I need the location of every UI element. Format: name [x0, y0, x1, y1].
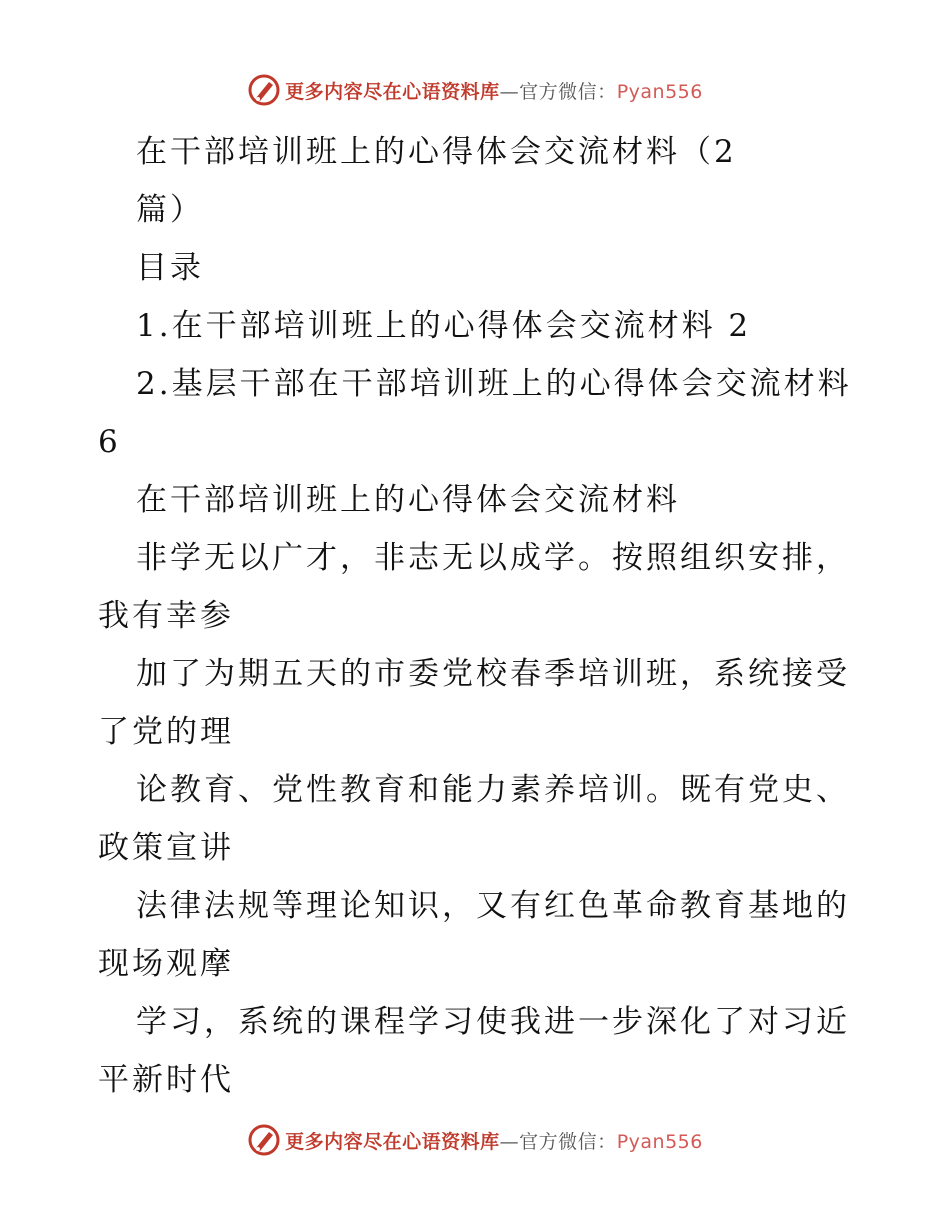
watermark-text: 更多内容尽在心语资料库—官方微信：Pyan556	[285, 80, 703, 103]
header-watermark-banner	[0, 70, 950, 110]
toc-item-2: 2.基层干部在干部培训班上的心得体会交流材料	[136, 366, 852, 402]
pen-circle-logo-icon	[247, 73, 281, 107]
doc-title-line-2: 篇）	[136, 192, 204, 228]
paragraph-line: 学习，系统的课程学习使我进一步深化了对习近	[136, 1004, 850, 1040]
pen-circle-logo-icon	[247, 1123, 281, 1157]
footer-watermark-banner	[0, 1120, 950, 1160]
toc-item-2-page: 6	[98, 424, 121, 460]
toc-item-1: 1.在干部培训班上的心得体会交流材料 2	[136, 308, 752, 344]
paragraph-line: 了党的理	[98, 714, 234, 750]
paragraph-line: 平新时代	[98, 1062, 234, 1098]
paragraph-line: 政策宣讲	[98, 830, 234, 866]
document-body	[98, 123, 858, 1109]
doc-title-line-1: 在干部培训班上的心得体会交流材料（2	[136, 134, 737, 170]
watermark-text: 更多内容尽在心语资料库—官方微信：Pyan556	[285, 1130, 703, 1153]
paragraph-line: 加了为期五天的市委党校春季培训班，系统接受	[136, 656, 850, 692]
paragraph-line: 非学无以广才，非志无以成学。按照组织安排，	[136, 540, 850, 576]
paragraph-line: 论教育、党性教育和能力素养培训。既有党史、	[136, 772, 850, 808]
paragraph-line: 法律法规等理论知识，又有红色革命教育基地的	[136, 888, 850, 924]
paragraph-line: 我有幸参	[98, 598, 234, 634]
paragraph-line: 现场观摩	[98, 946, 234, 982]
section-heading: 在干部培训班上的心得体会交流材料	[136, 482, 680, 518]
toc-heading: 目录	[136, 250, 204, 286]
